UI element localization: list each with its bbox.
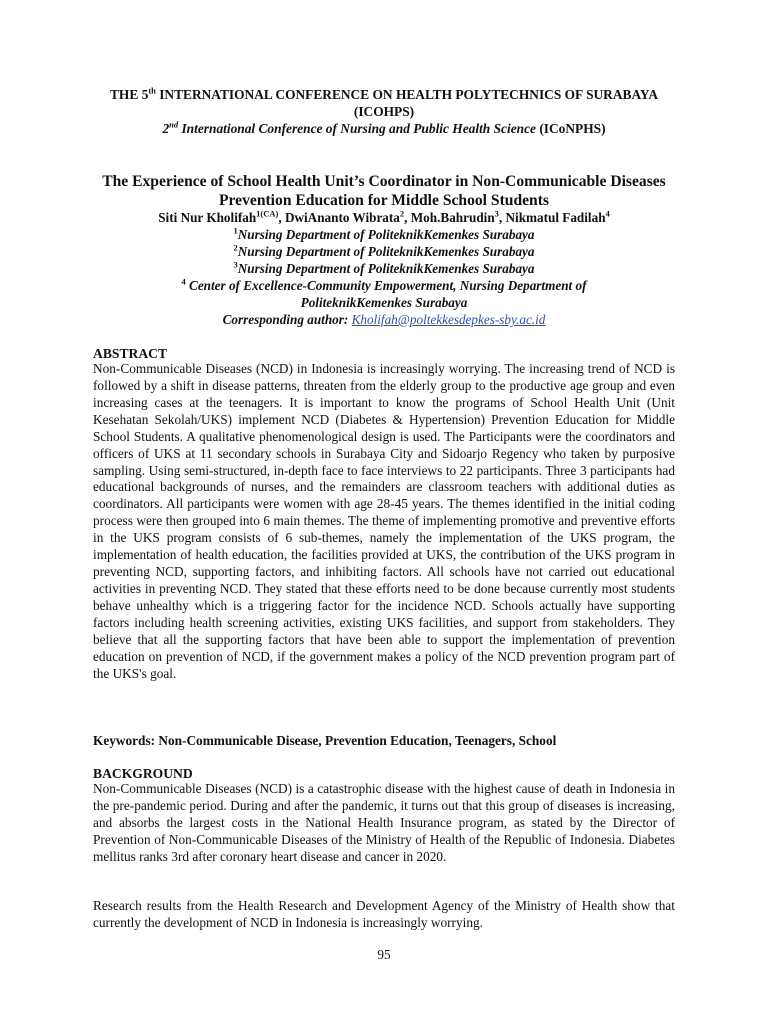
corresponding-label: Corresponding author: (222, 312, 349, 327)
background-paragraph-2: Research results from the Health Research and Development Agency of the Ministry of Health show that currently the development of NCD in Indonesia is increasingly worrying. (93, 898, 675, 930)
abstract-text: Non-Communicable Diseases (NCD) in Indonesia is increasingly worrying. The increasing trend of NCD is followed by a shift in disease patterns, threaten from the elderly group to the productive age group and even increasing cases at the teenagers. It is important to know the programs of School Health Unit (Unit Kesehatan Sekolah/UKS) implement NCD (Diabetes & Hypertension) Prevention Education for Middle School Students. A qualitative phenomenological design is used. The Participants were the coordinators and officers of UKS at 11 secondary schools in Surabaya City and Sidoarjo Regency who taken by purposive sampling. Using semi-structured, in-depth face to face interviews to 22 participants. Three 3 participants had educational backgrounds of nurses, and the remainders are classroom teachers with additional duties as coordinators. All participants were women with age 28-45 years. The themes identified in the initial coding process were then grouped into 6 main themes. The theme of implementing promotive and preventive efforts in the UKS program consists of 6 sub-themes, namely the implementation of the UKS program, the implementation of health education, the facilities provided at UKS, the contribution of the UKS program in preventing NCD, supporting factors, and inhibiting factors. All schools have not carried out educational activities in preventing NCD. They stated that these efforts need to be done because currently most students behave unhealthy which is a triggering factor for the incidence NCD. Schools actually have supporting factors including health screening activities, existing UKS facilities, and support from stakeholders. They believe that all the supporting factors that have been able to support the implementation of prevention education on prevention of NCD, if the government makes a policy of the NCD prevention program part of the UKS's goal. (93, 361, 675, 681)
affiliation-1 (90, 226, 678, 243)
conference-subtitle (90, 120, 678, 137)
affiliation-sup: 3 (233, 259, 238, 270)
affiliation-3 (90, 260, 678, 277)
corresponding-author (90, 311, 678, 328)
page-number: 95 (377, 947, 391, 962)
author-name: Nikmatul Fadilah (505, 210, 606, 225)
affiliation-sup: 4 (181, 276, 186, 287)
author-name: Moh.Bahrudin (410, 210, 495, 225)
affiliation-4 (150, 277, 618, 311)
author-list (80, 209, 688, 226)
conference-subtitle-num: 2 (162, 121, 170, 136)
conference-subtitle-sup: nd (169, 119, 179, 130)
author-sup: 4 (605, 208, 610, 219)
conference-subtitle-abbr: (ICoNPHS) (535, 121, 606, 136)
conference-subtitle-text: International Conference of Nursing and Public Health Science (178, 121, 536, 136)
affiliation-2 (90, 243, 678, 260)
author-name: DwiAnanto Wibrata (284, 210, 400, 225)
conference-title-pre: THE 5 (109, 87, 149, 102)
author-name: Siti Nur Kholifah (158, 210, 257, 225)
affiliation-text: Nursing Department of PoliteknikKemenkes Surabaya (237, 227, 535, 242)
background-heading: BACKGROUND (93, 766, 193, 781)
background-paragraph-1: Non-Communicable Diseases (NCD) is a catastrophic disease with the highest cause of death in Indonesia in the pre-pandemic period. During and after the pandemic, it turns out that this group of diseases is increasing, and absorbs the largest costs in the National Health Insurance program, as stated by the Director of Prevention of Non-Communicable Diseases of the Ministry of Health of the Republic of Indonesia. Diabetes mellitus ranks 3rd after coronary heart disease and cancer in 2020. (93, 781, 675, 864)
author-sup: 2 (399, 208, 405, 219)
affiliation-sup: 2 (233, 242, 238, 253)
affiliation-text: Nursing Department of PoliteknikKemenkes Surabaya (237, 244, 535, 259)
affiliation-sup: 1 (233, 225, 238, 236)
keywords: Keywords: Non-Communicable Disease, Prevention Education, Teenagers, School (93, 733, 557, 748)
author-sup: 3 (494, 208, 499, 219)
author-sep: , (278, 210, 285, 225)
conference-title (90, 86, 678, 120)
paper-title: The Experience of School Health Unit’s Coordinator in Non-Communicable Diseases Prevention Education for Middle School Students (102, 173, 666, 209)
author-sep: , (498, 210, 506, 225)
abstract-heading: ABSTRACT (93, 346, 168, 361)
affiliation-text: Center of Excellence-Community Empowerment, Nursing Department of PoliteknikKemenkes Surabaya (185, 278, 587, 310)
affiliation-text: Nursing Department of PoliteknikKemenkes Surabaya (237, 261, 535, 276)
conference-title-post: INTERNATIONAL CONFERENCE ON HEALTH POLYTECHNICS OF SURABAYA (ICOHPS) (155, 87, 659, 119)
author-sep: , (404, 210, 411, 225)
corresponding-email-link[interactable]: Kholifah@poltekkesdepkes-sby.ac.id (351, 312, 546, 327)
author-sup: 1(CA) (256, 208, 279, 219)
conference-title-sup: th (148, 85, 156, 96)
